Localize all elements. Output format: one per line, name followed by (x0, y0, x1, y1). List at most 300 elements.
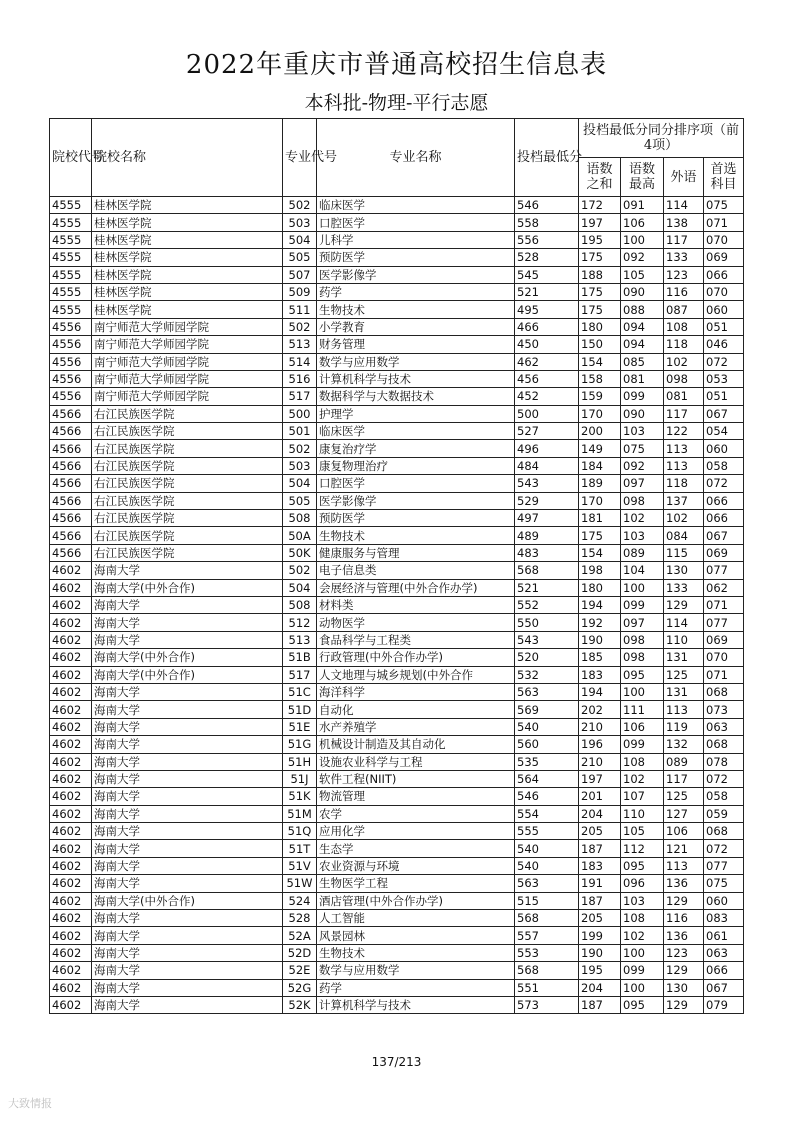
table-row (50, 214, 744, 231)
cell-min-score: 555 (515, 823, 579, 840)
cell-major-name: 预防医学 (317, 510, 515, 527)
cell-major-name: 康复物理治疗 (317, 457, 515, 474)
cell-min-score: 483 (515, 544, 579, 561)
header-foreign: 外语 (664, 158, 704, 197)
cell-foreign: 118 (664, 336, 704, 353)
cell-school-name: 海南大学 (92, 770, 283, 787)
cell-foreign: 132 (664, 736, 704, 753)
cell-major-name: 数据科学与大数据技术 (317, 388, 515, 405)
cell-school-name: 桂林医学院 (92, 214, 283, 231)
cell-major-code: 51E (283, 718, 317, 735)
header-school-name: 院校名称 (92, 119, 283, 197)
cell-chn-math-max: 108 (621, 910, 664, 927)
cell-major-code: 504 (283, 579, 317, 596)
cell-chn-math-max: 110 (621, 805, 664, 822)
table-row (50, 875, 744, 892)
cell-major-code: 51G (283, 736, 317, 753)
cell-chn-math-max: 104 (621, 562, 664, 579)
cell-school-name: 海南大学 (92, 631, 283, 648)
table-row (50, 805, 744, 822)
cell-major-name: 设施农业科学与工程 (317, 753, 515, 770)
cell-school-name: 右江民族医学院 (92, 457, 283, 474)
cell-school-code: 4566 (50, 492, 92, 509)
cell-first-subject: 060 (704, 440, 744, 457)
cell-school-code: 4602 (50, 944, 92, 961)
header-chn-math-max: 语数最高 (621, 158, 664, 197)
cell-major-code: 51T (283, 840, 317, 857)
cell-first-subject: 083 (704, 910, 744, 927)
cell-major-name: 计算机科学与技术 (317, 370, 515, 387)
cell-chn-math-max: 107 (621, 788, 664, 805)
cell-major-code: 528 (283, 910, 317, 927)
table-row (50, 996, 744, 1013)
cell-min-score: 532 (515, 666, 579, 683)
cell-foreign: 129 (664, 596, 704, 613)
cell-school-code: 4602 (50, 910, 92, 927)
cell-school-code: 4566 (50, 457, 92, 474)
cell-min-score: 456 (515, 370, 579, 387)
cell-foreign: 131 (664, 683, 704, 700)
cell-school-code: 4566 (50, 475, 92, 492)
cell-foreign: 136 (664, 875, 704, 892)
table-row (50, 475, 744, 492)
cell-chn-math: 154 (579, 544, 621, 561)
table-row (50, 353, 744, 370)
cell-chn-math-max: 108 (621, 753, 664, 770)
header-chn-math: 语数之和 (579, 158, 621, 197)
cell-first-subject: 062 (704, 579, 744, 596)
cell-foreign: 136 (664, 927, 704, 944)
cell-major-name: 预防医学 (317, 249, 515, 266)
cell-chn-math: 204 (579, 805, 621, 822)
cell-chn-math: 210 (579, 718, 621, 735)
cell-school-name: 桂林医学院 (92, 197, 283, 214)
cell-school-code: 4556 (50, 388, 92, 405)
cell-foreign: 081 (664, 388, 704, 405)
cell-first-subject: 078 (704, 753, 744, 770)
cell-first-subject: 077 (704, 857, 744, 874)
table-row (50, 544, 744, 561)
cell-school-code: 4555 (50, 249, 92, 266)
cell-chn-math: 204 (579, 979, 621, 996)
cell-school-name: 海南大学 (92, 701, 283, 718)
cell-first-subject: 072 (704, 353, 744, 370)
cell-school-name: 海南大学 (92, 996, 283, 1013)
table-row (50, 944, 744, 961)
cell-major-name: 软件工程(NIIT) (317, 770, 515, 787)
table-row (50, 683, 744, 700)
cell-school-code: 4602 (50, 562, 92, 579)
cell-school-code: 4566 (50, 405, 92, 422)
cell-major-code: 500 (283, 405, 317, 422)
cell-major-name: 护理学 (317, 405, 515, 422)
cell-school-code: 4556 (50, 353, 92, 370)
cell-chn-math: 197 (579, 770, 621, 787)
cell-school-code: 4566 (50, 423, 92, 440)
cell-school-name: 南宁师范大学师园学院 (92, 388, 283, 405)
cell-min-score: 466 (515, 318, 579, 335)
cell-major-code: 502 (283, 318, 317, 335)
cell-first-subject: 060 (704, 301, 744, 318)
cell-first-subject: 068 (704, 823, 744, 840)
cell-foreign: 113 (664, 440, 704, 457)
cell-chn-math: 184 (579, 457, 621, 474)
cell-school-name: 海南大学 (92, 683, 283, 700)
table-header (50, 119, 744, 197)
header-first-subject: 首选科目 (704, 158, 744, 197)
page-number: 137/213 (371, 1055, 422, 1069)
cell-chn-math-max: 098 (621, 631, 664, 648)
header-min-score: 投档最低分 (515, 119, 579, 197)
cell-foreign: 119 (664, 718, 704, 735)
cell-chn-math-max: 097 (621, 475, 664, 492)
cell-min-score: 500 (515, 405, 579, 422)
cell-school-code: 4602 (50, 857, 92, 874)
cell-school-code: 4602 (50, 683, 92, 700)
cell-first-subject: 061 (704, 927, 744, 944)
table-row (50, 388, 744, 405)
cell-school-code: 4602 (50, 962, 92, 979)
cell-first-subject: 072 (704, 840, 744, 857)
cell-school-name: 右江民族医学院 (92, 544, 283, 561)
cell-school-code: 4602 (50, 736, 92, 753)
table-row (50, 892, 744, 909)
cell-major-name: 行政管理(中外合作办学) (317, 649, 515, 666)
cell-major-name: 口腔医学 (317, 475, 515, 492)
table-row (50, 562, 744, 579)
cell-major-name: 水产养殖学 (317, 718, 515, 735)
cell-min-score: 554 (515, 805, 579, 822)
cell-major-code: 52K (283, 996, 317, 1013)
cell-min-score: 535 (515, 753, 579, 770)
cell-major-name: 财务管理 (317, 336, 515, 353)
cell-first-subject: 069 (704, 631, 744, 648)
cell-foreign: 102 (664, 353, 704, 370)
cell-major-name: 食品科学与工程类 (317, 631, 515, 648)
cell-major-code: 508 (283, 510, 317, 527)
cell-school-code: 4602 (50, 596, 92, 613)
cell-school-code: 4555 (50, 214, 92, 231)
cell-major-code: 505 (283, 492, 317, 509)
cell-first-subject: 063 (704, 718, 744, 735)
cell-chn-math-max: 099 (621, 388, 664, 405)
cell-school-code: 4566 (50, 527, 92, 544)
cell-foreign: 129 (664, 892, 704, 909)
cell-foreign: 113 (664, 701, 704, 718)
cell-chn-math: 158 (579, 370, 621, 387)
cell-foreign: 133 (664, 579, 704, 596)
cell-chn-math: 195 (579, 231, 621, 248)
cell-school-name: 右江民族医学院 (92, 405, 283, 422)
cell-chn-math-max: 091 (621, 197, 664, 214)
cell-major-name: 儿科学 (317, 231, 515, 248)
cell-major-code: 51B (283, 649, 317, 666)
cell-chn-math-max: 098 (621, 649, 664, 666)
cell-chn-math: 190 (579, 631, 621, 648)
cell-school-name: 海南大学 (92, 788, 283, 805)
cell-first-subject: 077 (704, 562, 744, 579)
cell-min-score: 552 (515, 596, 579, 613)
cell-first-subject: 066 (704, 266, 744, 283)
cell-min-score: 521 (515, 283, 579, 300)
cell-chn-math: 199 (579, 927, 621, 944)
cell-min-score: 546 (515, 197, 579, 214)
cell-chn-math-max: 092 (621, 249, 664, 266)
cell-school-code: 4556 (50, 336, 92, 353)
cell-school-code: 4602 (50, 979, 92, 996)
cell-major-name: 人文地理与城乡规划(中外合作 (317, 666, 515, 683)
cell-first-subject: 067 (704, 527, 744, 544)
cell-chn-math-max: 100 (621, 683, 664, 700)
cell-school-code: 4602 (50, 770, 92, 787)
cell-school-name: 海南大学 (92, 562, 283, 579)
cell-major-code: 52A (283, 927, 317, 944)
cell-chn-math-max: 112 (621, 840, 664, 857)
cell-major-code: 52E (283, 962, 317, 979)
table-row (50, 318, 744, 335)
cell-first-subject: 068 (704, 683, 744, 700)
cell-min-score: 489 (515, 527, 579, 544)
cell-school-name: 海南大学 (92, 718, 283, 735)
cell-school-code: 4566 (50, 440, 92, 457)
cell-chn-math: 192 (579, 614, 621, 631)
cell-foreign: 123 (664, 266, 704, 283)
cell-major-code: 503 (283, 214, 317, 231)
cell-min-score: 573 (515, 996, 579, 1013)
cell-first-subject: 066 (704, 962, 744, 979)
cell-school-name: 南宁师范大学师园学院 (92, 318, 283, 335)
cell-school-code: 4602 (50, 927, 92, 944)
cell-major-name: 生态学 (317, 840, 515, 857)
cell-major-name: 口腔医学 (317, 214, 515, 231)
table-row (50, 231, 744, 248)
cell-chn-math-max: 111 (621, 701, 664, 718)
cell-chn-math: 194 (579, 683, 621, 700)
cell-first-subject: 051 (704, 388, 744, 405)
table-body (50, 197, 744, 1014)
cell-major-code: 51C (283, 683, 317, 700)
cell-first-subject: 060 (704, 892, 744, 909)
cell-major-code: 507 (283, 266, 317, 283)
cell-chn-math: 181 (579, 510, 621, 527)
cell-major-name: 生物技术 (317, 527, 515, 544)
cell-school-code: 4555 (50, 301, 92, 318)
cell-major-name: 会展经济与管理(中外合作办学) (317, 579, 515, 596)
cell-major-name: 生物医学工程 (317, 875, 515, 892)
cell-major-name: 海洋科学 (317, 683, 515, 700)
table-row (50, 283, 744, 300)
cell-school-code: 4602 (50, 805, 92, 822)
cell-school-code: 4555 (50, 197, 92, 214)
cell-min-score: 484 (515, 457, 579, 474)
cell-chn-math-max: 099 (621, 736, 664, 753)
cell-school-code: 4556 (50, 370, 92, 387)
cell-school-code: 4602 (50, 631, 92, 648)
cell-foreign: 113 (664, 857, 704, 874)
cell-min-score: 521 (515, 579, 579, 596)
table-row (50, 405, 744, 422)
cell-school-name: 海南大学(中外合作) (92, 579, 283, 596)
cell-first-subject: 063 (704, 944, 744, 961)
cell-major-code: 51K (283, 788, 317, 805)
cell-major-code: 51V (283, 857, 317, 874)
cell-min-score: 545 (515, 266, 579, 283)
cell-chn-math-max: 100 (621, 944, 664, 961)
cell-major-name: 生物技术 (317, 944, 515, 961)
table-row (50, 492, 744, 509)
table-row (50, 527, 744, 544)
cell-school-name: 南宁师范大学师园学院 (92, 336, 283, 353)
header-school-code: 院校代号 (50, 119, 92, 197)
cell-major-name: 医学影像学 (317, 492, 515, 509)
cell-min-score: 497 (515, 510, 579, 527)
cell-school-code: 4602 (50, 788, 92, 805)
table-row (50, 440, 744, 457)
cell-school-code: 4602 (50, 875, 92, 892)
cell-min-score: 568 (515, 910, 579, 927)
cell-school-name: 南宁师范大学师园学院 (92, 370, 283, 387)
cell-chn-math: 187 (579, 840, 621, 857)
cell-chn-math: 150 (579, 336, 621, 353)
cell-school-name: 海南大学 (92, 875, 283, 892)
cell-min-score: 564 (515, 770, 579, 787)
cell-first-subject: 073 (704, 701, 744, 718)
cell-major-code: 514 (283, 353, 317, 370)
header-tie-group: 投档最低分同分排序项（前4项） (579, 119, 744, 158)
cell-foreign: 131 (664, 649, 704, 666)
table-row (50, 614, 744, 631)
cell-chn-math-max: 102 (621, 510, 664, 527)
cell-major-code: 51W (283, 875, 317, 892)
cell-foreign: 115 (664, 544, 704, 561)
cell-major-code: 505 (283, 249, 317, 266)
watermark-logo: 大致情报 (8, 1097, 52, 1110)
cell-major-name: 临床医学 (317, 423, 515, 440)
cell-chn-math-max: 090 (621, 283, 664, 300)
cell-foreign: 087 (664, 301, 704, 318)
cell-first-subject: 071 (704, 666, 744, 683)
cell-min-score: 563 (515, 875, 579, 892)
cell-major-name: 药学 (317, 979, 515, 996)
cell-major-name: 动物医学 (317, 614, 515, 631)
cell-chn-math: 159 (579, 388, 621, 405)
cell-foreign: 114 (664, 197, 704, 214)
cell-chn-math-max: 106 (621, 214, 664, 231)
cell-first-subject: 075 (704, 875, 744, 892)
cell-first-subject: 068 (704, 736, 744, 753)
cell-chn-math: 194 (579, 596, 621, 613)
cell-chn-math-max: 092 (621, 457, 664, 474)
cell-min-score: 452 (515, 388, 579, 405)
header-major-code: 专业代号 (283, 119, 317, 197)
cell-major-code: 513 (283, 336, 317, 353)
cell-foreign: 121 (664, 840, 704, 857)
cell-school-name: 右江民族医学院 (92, 423, 283, 440)
cell-foreign: 125 (664, 788, 704, 805)
page-title: 2022年重庆市普通高校招生信息表 (185, 50, 608, 80)
cell-school-code: 4602 (50, 840, 92, 857)
cell-school-code: 4555 (50, 283, 92, 300)
cell-foreign: 129 (664, 996, 704, 1013)
cell-school-name: 右江民族医学院 (92, 492, 283, 509)
cell-school-name: 海南大学(中外合作) (92, 666, 283, 683)
cell-first-subject: 058 (704, 788, 744, 805)
cell-school-code: 4602 (50, 892, 92, 909)
cell-min-score: 550 (515, 614, 579, 631)
cell-chn-math: 180 (579, 318, 621, 335)
table-row (50, 457, 744, 474)
cell-major-code: 517 (283, 666, 317, 683)
cell-foreign: 117 (664, 770, 704, 787)
cell-major-code: 52G (283, 979, 317, 996)
cell-chn-math-max: 100 (621, 979, 664, 996)
cell-min-score: 515 (515, 892, 579, 909)
cell-chn-math: 175 (579, 283, 621, 300)
cell-major-name: 药学 (317, 283, 515, 300)
cell-major-name: 健康服务与管理 (317, 544, 515, 561)
cell-major-name: 医学影像学 (317, 266, 515, 283)
cell-major-name: 数学与应用数学 (317, 353, 515, 370)
cell-first-subject: 069 (704, 249, 744, 266)
cell-major-code: 50A (283, 527, 317, 544)
table-row (50, 510, 744, 527)
cell-major-code: 511 (283, 301, 317, 318)
cell-school-name: 海南大学(中外合作) (92, 649, 283, 666)
cell-major-name: 电子信息类 (317, 562, 515, 579)
cell-min-score: 540 (515, 857, 579, 874)
cell-min-score: 568 (515, 562, 579, 579)
cell-school-code: 4555 (50, 231, 92, 248)
cell-foreign: 137 (664, 492, 704, 509)
cell-foreign: 098 (664, 370, 704, 387)
cell-chn-math-max: 094 (621, 318, 664, 335)
cell-foreign: 102 (664, 510, 704, 527)
cell-school-code: 4602 (50, 666, 92, 683)
cell-major-code: 51D (283, 701, 317, 718)
cell-chn-math-max: 105 (621, 823, 664, 840)
cell-major-name: 材料类 (317, 596, 515, 613)
cell-chn-math: 190 (579, 944, 621, 961)
cell-min-score: 528 (515, 249, 579, 266)
cell-foreign: 116 (664, 910, 704, 927)
cell-chn-math-max: 095 (621, 857, 664, 874)
cell-school-name: 海南大学(中外合作) (92, 892, 283, 909)
cell-first-subject: 053 (704, 370, 744, 387)
cell-school-code: 4602 (50, 579, 92, 596)
cell-min-score: 553 (515, 944, 579, 961)
cell-chn-math-max: 102 (621, 770, 664, 787)
cell-foreign: 118 (664, 475, 704, 492)
cell-foreign: 130 (664, 979, 704, 996)
cell-major-code: 51Q (283, 823, 317, 840)
table-row (50, 596, 744, 613)
cell-chn-math: 170 (579, 492, 621, 509)
cell-major-code: 52D (283, 944, 317, 961)
cell-school-name: 海南大学 (92, 596, 283, 613)
cell-first-subject: 046 (704, 336, 744, 353)
table-row (50, 823, 744, 840)
cell-min-score: 556 (515, 231, 579, 248)
table-row (50, 579, 744, 596)
cell-chn-math: 149 (579, 440, 621, 457)
cell-min-score: 495 (515, 301, 579, 318)
cell-chn-math: 187 (579, 892, 621, 909)
cell-foreign: 117 (664, 231, 704, 248)
cell-major-name: 物流管理 (317, 788, 515, 805)
cell-first-subject: 058 (704, 457, 744, 474)
table-row (50, 701, 744, 718)
cell-min-score: 569 (515, 701, 579, 718)
